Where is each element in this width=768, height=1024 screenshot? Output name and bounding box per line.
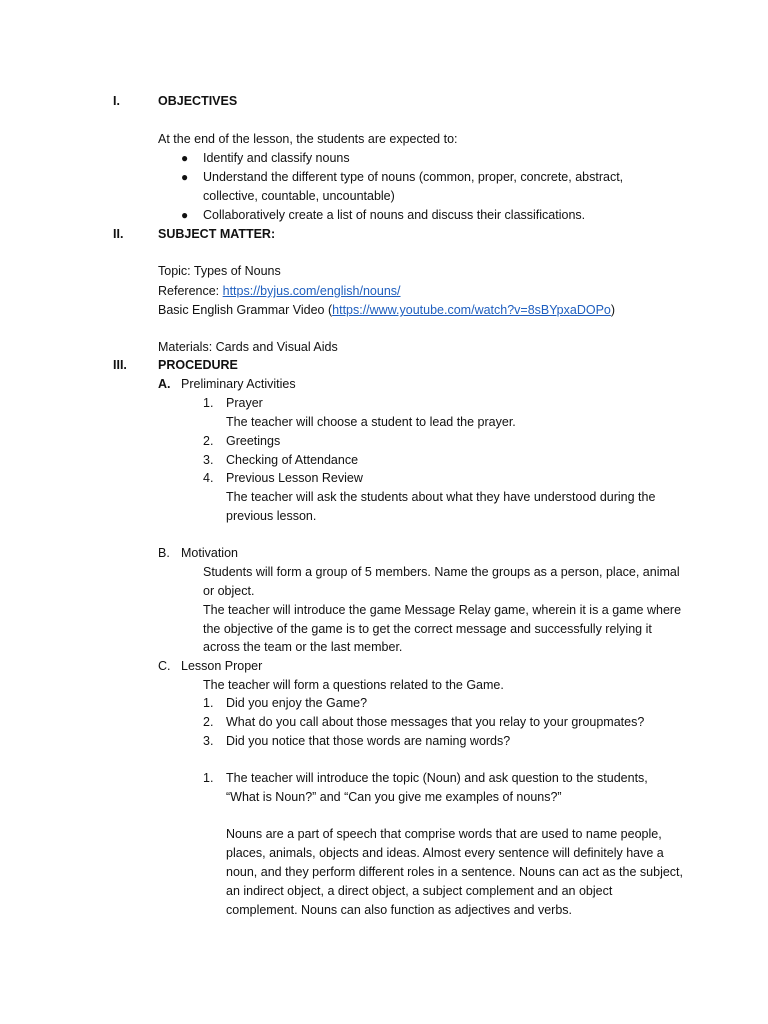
subsection-title: Preliminary Activities <box>181 377 296 391</box>
section-title-procedure: PROCEDURE <box>158 358 238 372</box>
list-item: The teacher will introduce the topic (Noun) and ask question to the students, <box>226 771 648 785</box>
section-numeral: II. <box>113 227 124 241</box>
list-number: 3. <box>203 453 214 467</box>
list-number: 4. <box>203 471 214 485</box>
paragraph-line: across the team or the last member. <box>203 640 403 654</box>
list-item: Greetings <box>226 434 281 448</box>
section-numeral: I. <box>113 94 120 108</box>
paragraph-line: Students will form a group of 5 members. Name the groups as a person, place, animal <box>203 565 680 579</box>
list-number: 3. <box>203 734 214 748</box>
materials-line: Materials: Cards and Visual Aids <box>158 340 338 354</box>
paragraph-line: The teacher will form a questions related to the Game. <box>203 678 504 692</box>
list-item-description: previous lesson. <box>226 509 317 523</box>
paragraph-line: or object. <box>203 584 255 598</box>
section-title-subject-matter: SUBJECT MATTER: <box>158 227 276 241</box>
bullet-icon: ● <box>181 170 189 184</box>
reference-link[interactable]: https://byjus.com/english/nouns/ <box>222 284 401 298</box>
section-numeral: III. <box>113 358 127 372</box>
subsection-title: Motivation <box>181 546 238 560</box>
list-number: 1. <box>203 396 214 410</box>
reference-line <box>158 282 401 301</box>
subsection-title: Lesson Proper <box>181 659 263 673</box>
section-title-objectives: OBJECTIVES <box>158 94 238 108</box>
subsection-letter: C. <box>158 659 171 673</box>
paragraph-line: Nouns are a part of speech that comprise words that are used to name people, <box>226 827 662 841</box>
bullet-icon: ● <box>181 208 189 222</box>
subsection-letter: A. <box>158 377 171 391</box>
video-close: ) <box>610 303 616 317</box>
list-number: 2. <box>203 434 214 448</box>
video-label: Basic English Grammar Video ( <box>158 303 333 317</box>
objective-item-continued: collective, countable, uncountable) <box>203 189 395 203</box>
list-item-continued: “What is Noun?” and “Can you give me examples of nouns?” <box>226 790 562 804</box>
list-number: 1. <box>203 696 214 710</box>
objective-item: Identify and classify nouns <box>203 151 350 165</box>
list-item: Previous Lesson Review <box>226 471 363 485</box>
paragraph-line: the objective of the game is to get the correct message and successfully relying it <box>203 622 652 636</box>
list-number: 1. <box>203 771 214 785</box>
list-item: Prayer <box>226 396 263 410</box>
list-number: 2. <box>203 715 214 729</box>
subsection-letter: B. <box>158 546 170 560</box>
reference-label: Reference: <box>158 284 223 298</box>
list-item: What do you call about those messages that you relay to your groupmates? <box>226 715 645 729</box>
paragraph-line: places, animals, objects and ideas. Almost every sentence will definitely have a <box>226 846 664 860</box>
list-item-description: The teacher will ask the students about what they have understood during the <box>226 490 656 504</box>
objective-item: Collaboratively create a list of nouns and discuss their classifications. <box>203 208 586 222</box>
list-item: Checking of Attendance <box>226 453 359 467</box>
paragraph-line: noun, and they perform different roles in a sentence. Nouns can act as the subject, <box>226 865 683 879</box>
bullet-icon: ● <box>181 151 189 165</box>
paragraph-line: an indirect object, a direct object, a subject complement and an object <box>226 884 613 898</box>
paragraph-line: complement. Nouns can also function as adjectives and verbs. <box>226 903 573 917</box>
paragraph-line: The teacher will introduce the game Message Relay game, wherein it is a game where <box>203 603 682 617</box>
list-item: Did you notice that those words are naming words? <box>226 734 511 748</box>
list-item: Did you enjoy the Game? <box>226 696 368 710</box>
list-item-description: The teacher will choose a student to lead the prayer. <box>226 415 516 429</box>
video-link[interactable]: https://www.youtube.com/watch?v=8sBYpxaDOPo <box>332 303 611 317</box>
topic-line: Topic: Types of Nouns <box>158 264 281 278</box>
objectives-intro: At the end of the lesson, the students are expected to: <box>158 132 458 146</box>
objective-item: Understand the different type of nouns (common, proper, concrete, abstract, <box>203 170 624 184</box>
video-line <box>158 301 615 320</box>
